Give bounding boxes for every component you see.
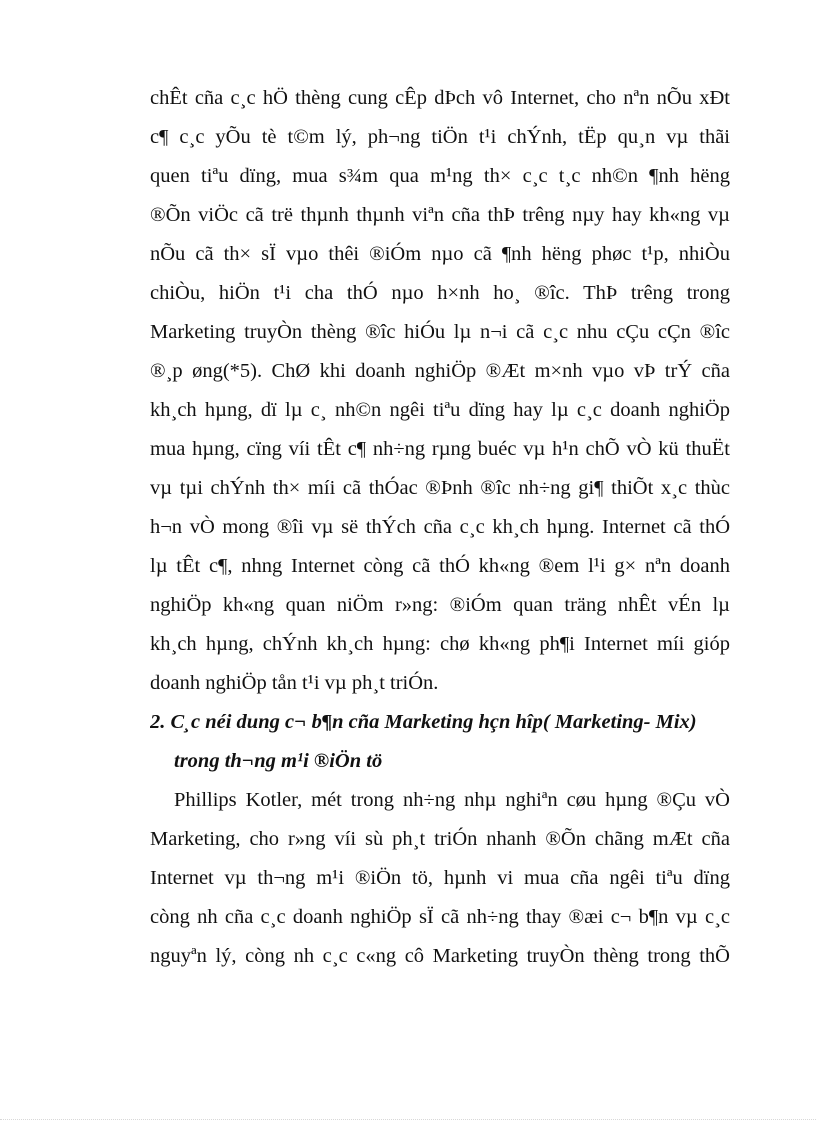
text-line: Phillips Kotler, mét trong nh÷ng nhµ nghiªn cøu hµng ®Çu vÒ bbox=[174, 789, 730, 811]
text-line: ®¸p øng(*5). ChØ khi doanh nghiÖp ®Æt m×nh vµo vÞ trÝ cña bbox=[150, 360, 730, 382]
heading-line: trong th¬ng m¹i ®iÖn tö bbox=[174, 750, 383, 772]
page-bottom-rule bbox=[0, 1119, 816, 1120]
text-line: vµ tµi chÝnh th× míi cã thÓac ®Þnh ®îc nh÷ng gi¶ thiÕt x¸c thùc bbox=[150, 477, 730, 499]
text-line: ®Õn viÖc cã trë thµnh thµnh viªn cña thÞ trêng nµy hay kh«ng vµ bbox=[150, 204, 730, 226]
text-line: mua hµng, cïng víi tÊt c¶ nh÷ng rµng buéc vµ h¹n chÕ vÒ kü thuËt bbox=[150, 438, 730, 460]
text-line: Marketing truyÒn thèng ®îc hiÓu lµ n¬i cã c¸c nhu cÇu cÇn ®îc bbox=[150, 321, 730, 343]
text-line: kh¸ch hµng, dï lµ c¸ nh©n ngêi tiªu dïng hay lµ c¸c doanh nghiÖp bbox=[150, 399, 730, 421]
text-line: Internet vµ th¬ng m¹i ®iÖn tö, hµnh vi mua cña ngêi tiªu dïng bbox=[150, 867, 730, 889]
text-line: Marketing, cho r»ng víi sù ph¸t triÓn nhanh ®Õn chãng mÆt cña bbox=[150, 828, 730, 850]
text-line: chÊt cña c¸c hÖ thèng cung cÊp dÞch vô Internet, cho nªn nÕu xÐt bbox=[150, 87, 730, 109]
text-line: nghiÖp kh«ng quan niÖm r»ng: ®iÓm quan träng nhÊt vÉn lµ bbox=[150, 594, 730, 616]
text-line: doanh nghiÖp tån t¹i vµ ph¸t triÓn. bbox=[150, 672, 439, 694]
text-line: kh¸ch hµng, chÝnh kh¸ch hµng: chø kh«ng ph¶i Internet míi gióp bbox=[150, 633, 730, 655]
text-line: quen tiªu dïng, mua s¾m qua m¹ng th× c¸c t¸c nh©n ¶nh hëng bbox=[150, 165, 730, 187]
text-line: h¬n vÒ mong ®îi vµ së thÝch cña c¸c kh¸ch hµng. Internet cã thÓ bbox=[150, 516, 730, 538]
text-line: chiÒu, hiÖn t¹i cha thÓ nµo h×nh ho¸ ®îc. ThÞ trêng trong bbox=[150, 282, 730, 304]
text-line: còng nh cña c¸c doanh nghiÖp sÏ cã nh÷ng thay ®æi c¬ b¶n vµ c¸c bbox=[150, 906, 730, 928]
text-line: lµ tÊt c¶, nhng Internet còng cã thÓ kh«ng ®em l¹i g× nªn doanh bbox=[150, 555, 730, 577]
heading-line: 2. C¸c néi dung c¬ b¶n cña Marketing hçn hîp( Marketing- Mix) bbox=[150, 711, 697, 733]
text-line: nguyªn lý, còng nh c¸c c«ng cô Marketing truyÒn thèng trong thÕ bbox=[150, 945, 730, 967]
text-line: c¶ c¸c yÕu tè t©m lý, ph¬ng tiÖn t¹i chÝnh, tËp qu¸n vµ thãi bbox=[150, 126, 730, 148]
text-line: nÕu cã th× sÏ vµo thêi ®iÓm nµo cã ¶nh hëng phøc t¹p, nhiÒu bbox=[150, 243, 730, 265]
